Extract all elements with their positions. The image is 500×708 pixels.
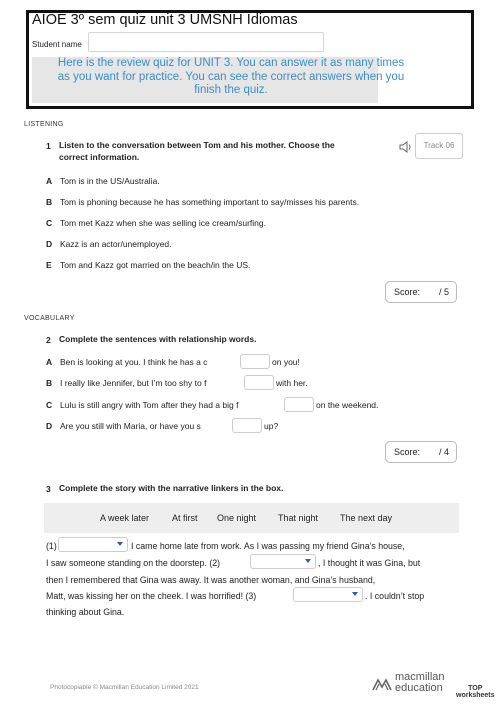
linker-dropdown-2[interactable] [250, 554, 316, 569]
item-letter: E [46, 260, 52, 270]
word-box-item: The next day [340, 513, 393, 523]
linker-dropdown-3[interactable] [293, 587, 363, 602]
macmillan-wordmark [395, 672, 445, 694]
chevron-down-icon [352, 592, 358, 596]
question-1-number: 1 [46, 141, 51, 151]
listening-item-e[interactable]: Tom and Kazz got married on the beach/in the US. [60, 260, 251, 270]
vocab-item-d-before: Are you still with Maria, or have you s [60, 421, 201, 431]
question-3-instruction: Complete the story with the narrative linkers in the box. [59, 483, 284, 493]
story-label-1: (1) [46, 541, 57, 551]
item-letter: A [46, 176, 53, 186]
vocab-gap-d[interactable] [232, 418, 262, 433]
word-box-item: That night [278, 513, 319, 523]
story-line-5: thinking about Gina. [46, 607, 125, 617]
chevron-down-icon [305, 559, 311, 563]
vocab-item-a-before: Ben is looking at you. I think he has a c [60, 357, 208, 367]
vocab-item-c-before: Lulu is still angry with Tom after they had a big f [60, 400, 239, 410]
info-line-3: finish the quiz. [194, 84, 268, 96]
listening-item-a[interactable]: Tom is in the US/Australia. [60, 176, 160, 186]
story-line-2a: I saw someone standing on the doorstep. (2) [46, 558, 221, 568]
score-max: / 5 [438, 287, 449, 297]
vocab-item-c-after: on the weekend. [316, 400, 379, 410]
info-line-1: Here is the review quiz for UNIT 3. You can answer it as many times [57, 57, 405, 69]
question-3-number: 3 [46, 484, 51, 494]
story-line-1: I came home late from work. As I was passing my friend Gina’s house, [131, 541, 405, 551]
question-1-instruction-line-2: correct information. [59, 152, 140, 162]
score-label: Score: [394, 287, 421, 297]
item-letter: B [46, 378, 53, 388]
word-box-item: A week later [100, 513, 150, 523]
question-1-instruction [59, 139, 389, 163]
brand-line-2: education [395, 682, 443, 694]
vocab-item-b-after: with her. [276, 378, 308, 388]
top-worksheets-badge[interactable] [456, 685, 495, 699]
story-line-4a: Matt, was kissing her on the cheek. I was horrified! (3) [46, 591, 257, 601]
brand-line-1: macmillan [395, 671, 445, 683]
listening-item-c[interactable]: Tom met Kazz when she was selling ice cream/surfing. [60, 218, 266, 228]
info-line-2: as you want for practice. You can see the correct answers when you [57, 70, 405, 83]
speaker-icon[interactable] [399, 140, 413, 158]
question-2-instruction: Complete the sentences with relationship words. [59, 334, 257, 344]
score-box-listening [385, 281, 457, 303]
story-line-4b: . I couldn’t stop [365, 591, 425, 601]
item-letter: C [46, 400, 53, 410]
listening-item-d[interactable]: Kazz is an actor/unemployed. [60, 239, 172, 249]
score-box-vocabulary [385, 441, 457, 463]
item-letter: C [46, 218, 53, 228]
item-letter: B [46, 197, 53, 207]
track-06-button[interactable]: Track 06 [415, 133, 463, 159]
vocab-gap-c[interactable] [284, 397, 314, 412]
info-message [32, 57, 430, 98]
copyright-footer: Photocopiable © Macmillan Education Limited 2021 [50, 684, 199, 691]
chevron-down-icon [117, 542, 123, 546]
section-vocabulary-label: VOCABULARY [24, 315, 75, 322]
vocab-item-d-after: up? [264, 421, 279, 431]
story-line-3: then I remembered that Gina was away. It was another woman, and Gina’s husband, [46, 575, 376, 585]
quiz-title: AIOE 3º sem quiz unit 3 UMSNH Idiomas [32, 12, 298, 28]
vocab-gap-b[interactable] [244, 375, 274, 390]
listening-item-b[interactable]: Tom is phoning because he has something important to say/misses his parents. [60, 197, 360, 207]
section-listening-label: LISTENING [24, 121, 64, 128]
macmillan-logo-icon [372, 676, 392, 697]
badge-line-2: worksheets [456, 692, 495, 699]
student-name-label: Student name [32, 40, 82, 49]
vocab-item-a-after: on you! [272, 357, 300, 367]
vocab-item-b-before: I really like Jennifer, but I’m too shy to f [60, 378, 207, 388]
word-box-item: One night [217, 513, 257, 523]
question-1-instruction-line-1: Listen to the conversation between Tom and his mother. Choose the [59, 140, 335, 150]
item-letter: D [46, 239, 53, 249]
word-box-item: At first [172, 513, 198, 523]
question-2-number: 2 [46, 335, 51, 345]
item-letter: D [46, 421, 53, 431]
story-line-2b: , I thought it was Gina, but [318, 558, 421, 568]
student-name-input[interactable] [88, 32, 324, 52]
score-label: Score: [394, 447, 421, 457]
badge-line-1: TOP [468, 685, 483, 692]
linker-dropdown-1[interactable] [58, 537, 128, 552]
vocab-gap-a[interactable] [240, 354, 270, 369]
score-max: / 4 [438, 447, 449, 457]
item-letter: A [46, 357, 53, 367]
